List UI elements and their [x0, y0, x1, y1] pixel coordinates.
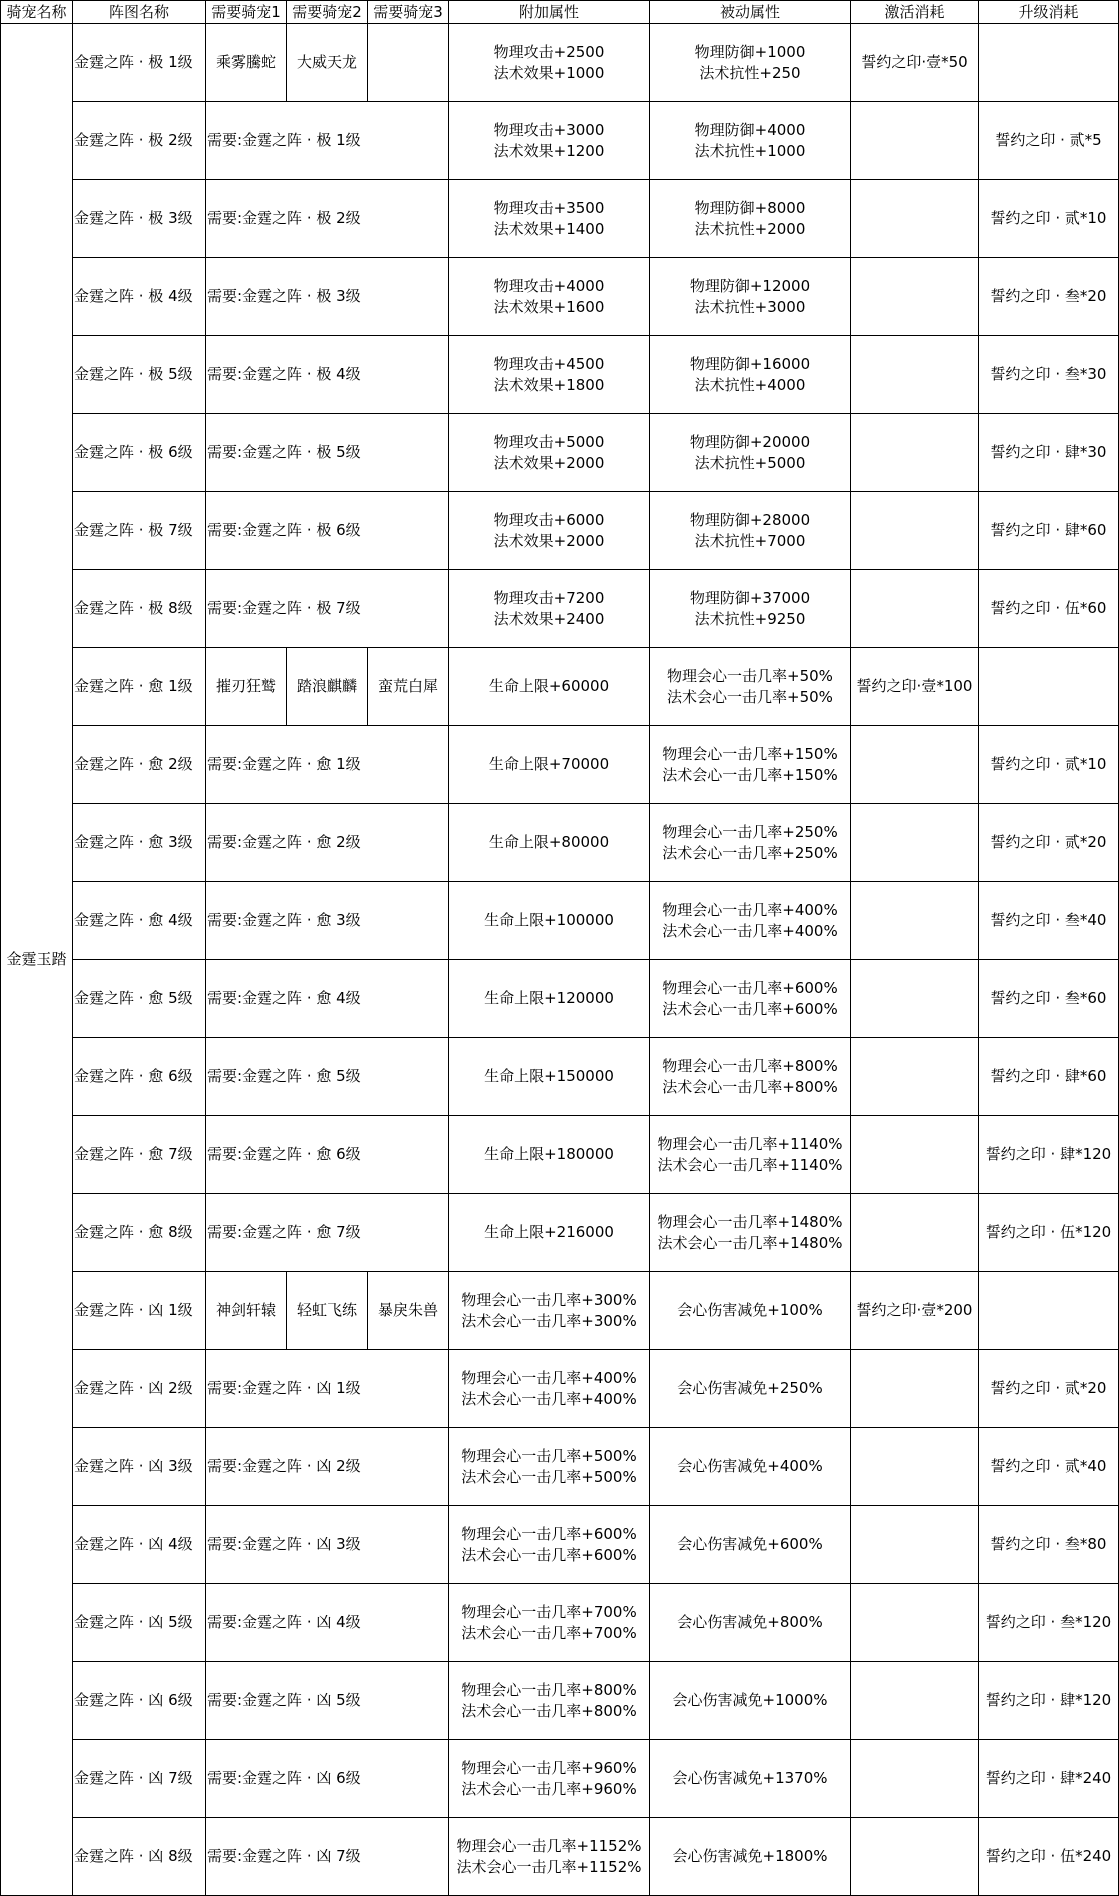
- upgrade-cost: [979, 24, 1119, 102]
- upgrade-cost: 誓约之印 · 肆*240: [979, 1740, 1119, 1818]
- activation-cost: [851, 960, 979, 1038]
- upgrade-cost: 誓约之印 · 伍*120: [979, 1194, 1119, 1272]
- attr-line: 法术会心一击几率+50%: [667, 687, 833, 706]
- formation-name: 金霆之阵 · 极 6级: [73, 414, 206, 492]
- attr-line: 法术会心一击几率+800%: [662, 1077, 838, 1096]
- formation-name: 金霆之阵 · 极 4级: [73, 258, 206, 336]
- attr-line: 物理攻击+3500: [493, 198, 605, 217]
- attr-line: 物理会心一击几率+600%: [662, 978, 838, 997]
- requirement: 需要:金霆之阵 · 凶 4级: [206, 1584, 449, 1662]
- table-row: [1, 1506, 1119, 1584]
- table-row: [1, 1350, 1119, 1428]
- upgrade-cost: 誓约之印 · 贰*10: [979, 180, 1119, 258]
- additional-attributes: [449, 24, 650, 102]
- header-additional-attributes: 附加属性: [449, 1, 650, 24]
- formation-name: 金霆之阵 · 极 3级: [73, 180, 206, 258]
- required-pet-1: 乘雾騰蛇: [206, 24, 287, 102]
- attr-line: 法术会心一击几率+400%: [461, 1389, 637, 1408]
- activation-cost: 誓约之印·壹*50: [851, 24, 979, 102]
- attr-line: 会心伤害减免+1800%: [672, 1847, 828, 1865]
- requirement: 需要:金霆之阵 · 凶 1级: [206, 1350, 449, 1428]
- attr-line: 法术会心一击几率+1480%: [657, 1233, 843, 1252]
- attr-line: 法术会心一击几率+250%: [662, 843, 838, 862]
- table-row: [1, 492, 1119, 570]
- formation-name: 金霆之阵 · 愈 5级: [73, 960, 206, 1038]
- passive-attributes: [650, 24, 851, 102]
- required-pet-2: 轻虹飞练: [287, 1272, 368, 1350]
- additional-attributes: [449, 1272, 650, 1350]
- attr-line: 物理防御+20000: [689, 432, 811, 451]
- activation-cost: 誓约之印·壹*200: [851, 1272, 979, 1350]
- activation-cost: [851, 1506, 979, 1584]
- required-pet-3: 暴戾朱兽: [368, 1272, 449, 1350]
- additional-attributes: [449, 1584, 650, 1662]
- passive-attributes: [650, 1584, 851, 1662]
- table-row: [1, 1584, 1119, 1662]
- activation-cost: [851, 1584, 979, 1662]
- header-mount-name: 骑宠名称: [1, 1, 73, 24]
- table-row: [1, 24, 1119, 102]
- upgrade-cost: 誓约之印 · 肆*120: [979, 1662, 1119, 1740]
- activation-cost: [851, 180, 979, 258]
- attr-line: 会心伤害减免+100%: [677, 1301, 823, 1319]
- required-pet-1: 摧刃狂鹫: [206, 648, 287, 726]
- additional-attributes: [449, 804, 650, 882]
- passive-attributes: [650, 1272, 851, 1350]
- formation-name: 金霆之阵 · 愈 1级: [73, 648, 206, 726]
- table-row: [1, 1194, 1119, 1272]
- attr-line: 物理防御+8000: [694, 198, 806, 217]
- activation-cost: [851, 804, 979, 882]
- formation-name: 金霆之阵 · 凶 7级: [73, 1740, 206, 1818]
- required-pet-2: 大威天龙: [287, 24, 368, 102]
- passive-attributes: [650, 336, 851, 414]
- attr-line: 物理防御+16000: [689, 354, 811, 373]
- table-row: [1, 1116, 1119, 1194]
- table-row: [1, 648, 1119, 726]
- attr-line: 物理会心一击几率+800%: [662, 1056, 838, 1075]
- passive-attributes: [650, 492, 851, 570]
- attr-line: 物理攻击+5000: [493, 432, 605, 451]
- upgrade-cost: [979, 648, 1119, 726]
- attr-line: 法术会心一击几率+300%: [461, 1311, 637, 1330]
- attr-line: 法术抗性+4000: [694, 375, 806, 394]
- requirement: 需要:金霆之阵 · 愈 1级: [206, 726, 449, 804]
- activation-cost: [851, 414, 979, 492]
- passive-attributes: [650, 1740, 851, 1818]
- attr-line: 物理攻击+3000: [493, 120, 605, 139]
- additional-attributes: [449, 1428, 650, 1506]
- formation-name: 金霆之阵 · 愈 6级: [73, 1038, 206, 1116]
- additional-attributes: [449, 648, 650, 726]
- formation-name: 金霆之阵 · 愈 7级: [73, 1116, 206, 1194]
- formation-name: 金霆之阵 · 凶 3级: [73, 1428, 206, 1506]
- requirement: 需要:金霆之阵 · 凶 6级: [206, 1740, 449, 1818]
- passive-attributes: [650, 648, 851, 726]
- requirement: 需要:金霆之阵 · 极 7级: [206, 570, 449, 648]
- table-row: [1, 336, 1119, 414]
- attr-line: 物理会心一击几率+500%: [461, 1446, 637, 1465]
- formation-name: 金霆之阵 · 凶 8级: [73, 1818, 206, 1896]
- header-required-pet-3: 需要骑宠3: [368, 1, 449, 24]
- passive-attributes: [650, 1818, 851, 1896]
- requirement: 需要:金霆之阵 · 凶 7级: [206, 1818, 449, 1896]
- passive-attributes: [650, 1506, 851, 1584]
- requirement: 需要:金霆之阵 · 愈 4级: [206, 960, 449, 1038]
- attr-line: 生命上限+80000: [488, 833, 610, 851]
- attr-line: 物理会心一击几率+960%: [461, 1758, 637, 1777]
- activation-cost: [851, 258, 979, 336]
- attr-line: 物理会心一击几率+700%: [461, 1602, 637, 1621]
- upgrade-cost: 誓约之印 · 叁*20: [979, 258, 1119, 336]
- activation-cost: [851, 570, 979, 648]
- upgrade-cost: 誓约之印 · 贰*40: [979, 1428, 1119, 1506]
- requirement: 需要:金霆之阵 · 凶 3级: [206, 1506, 449, 1584]
- requirement: 需要:金霆之阵 · 愈 7级: [206, 1194, 449, 1272]
- required-pet-2: 踏浪麒麟: [287, 648, 368, 726]
- formation-name: 金霆之阵 · 极 5级: [73, 336, 206, 414]
- passive-attributes: [650, 726, 851, 804]
- activation-cost: [851, 102, 979, 180]
- attr-line: 生命上限+150000: [484, 1067, 614, 1085]
- attr-line: 会心伤害减免+400%: [677, 1457, 823, 1475]
- upgrade-cost: 誓约之印 · 贰*20: [979, 1350, 1119, 1428]
- additional-attributes: [449, 1038, 650, 1116]
- activation-cost: [851, 726, 979, 804]
- upgrade-cost: 誓约之印 · 肆*60: [979, 492, 1119, 570]
- attr-line: 法术效果+2400: [493, 609, 605, 628]
- upgrade-cost: 誓约之印 · 叁*30: [979, 336, 1119, 414]
- upgrade-cost: 誓约之印 · 肆*60: [979, 1038, 1119, 1116]
- passive-attributes: [650, 1038, 851, 1116]
- attr-line: 法术会心一击几率+600%: [662, 999, 838, 1018]
- requirement: 需要:金霆之阵 · 极 6级: [206, 492, 449, 570]
- attr-line: 生命上限+100000: [484, 911, 614, 929]
- attr-line: 物理攻击+7200: [493, 588, 605, 607]
- attr-line: 法术会心一击几率+400%: [662, 921, 838, 940]
- attr-line: 法术会心一击几率+500%: [461, 1467, 637, 1486]
- requirement: 需要:金霆之阵 · 极 4级: [206, 336, 449, 414]
- attr-line: 法术抗性+250: [699, 63, 801, 82]
- requirement: 需要:金霆之阵 · 极 5级: [206, 414, 449, 492]
- table-row: [1, 1272, 1119, 1350]
- attr-line: 会心伤害减免+600%: [677, 1535, 823, 1553]
- attr-line: 物理会心一击几率+400%: [461, 1368, 637, 1387]
- attr-line: 物理防御+28000: [689, 510, 811, 529]
- activation-cost: [851, 492, 979, 570]
- header-row: [1, 1, 1119, 24]
- requirement: 需要:金霆之阵 · 极 1级: [206, 102, 449, 180]
- attr-line: 法术抗性+2000: [694, 219, 806, 238]
- table-row: [1, 180, 1119, 258]
- header-required-pet-1: 需要骑宠1: [206, 1, 287, 24]
- upgrade-cost: 誓约之印 · 贰*10: [979, 726, 1119, 804]
- table-row: [1, 726, 1119, 804]
- activation-cost: [851, 1038, 979, 1116]
- activation-cost: 誓约之印·壹*100: [851, 648, 979, 726]
- upgrade-cost: 誓约之印 · 伍*60: [979, 570, 1119, 648]
- requirement: 需要:金霆之阵 · 愈 6级: [206, 1116, 449, 1194]
- attr-line: 物理攻击+4500: [493, 354, 605, 373]
- upgrade-cost: 誓约之印 · 伍*240: [979, 1818, 1119, 1896]
- attr-line: 会心伤害减免+1000%: [672, 1691, 828, 1709]
- formation-name: 金霆之阵 · 凶 5级: [73, 1584, 206, 1662]
- additional-attributes: [449, 726, 650, 804]
- additional-attributes: [449, 882, 650, 960]
- attr-line: 法术效果+1400: [493, 219, 605, 238]
- table-row: [1, 804, 1119, 882]
- requirement: 需要:金霆之阵 · 愈 5级: [206, 1038, 449, 1116]
- table-row: [1, 1662, 1119, 1740]
- attr-line: 物理会心一击几率+1152%: [456, 1836, 642, 1855]
- upgrade-cost: 誓约之印 · 贰*5: [979, 102, 1119, 180]
- header-required-pet-2: 需要骑宠2: [287, 1, 368, 24]
- attr-line: 法术会心一击几率+1140%: [657, 1155, 843, 1174]
- requirement: 需要:金霆之阵 · 愈 2级: [206, 804, 449, 882]
- requirement: 需要:金霆之阵 · 愈 3级: [206, 882, 449, 960]
- attr-line: 法术效果+1600: [493, 297, 605, 316]
- attr-line: 物理会心一击几率+300%: [461, 1290, 637, 1309]
- attr-line: 法术抗性+3000: [694, 297, 806, 316]
- attr-line: 法术抗性+1000: [694, 141, 806, 160]
- passive-attributes: [650, 1428, 851, 1506]
- attr-line: 法术效果+1200: [493, 141, 605, 160]
- additional-attributes: [449, 1194, 650, 1272]
- formation-name: 金霆之阵 · 凶 6级: [73, 1662, 206, 1740]
- header-passive-attributes: 被动属性: [650, 1, 851, 24]
- table-row: [1, 882, 1119, 960]
- additional-attributes: [449, 1506, 650, 1584]
- required-pet-3: 蛮荒白犀: [368, 648, 449, 726]
- attr-line: 法术会心一击几率+1152%: [456, 1857, 642, 1876]
- table-row: [1, 102, 1119, 180]
- table-row: [1, 960, 1119, 1038]
- passive-attributes: [650, 882, 851, 960]
- attr-line: 法术效果+1000: [493, 63, 605, 82]
- upgrade-cost: 誓约之印 · 叁*120: [979, 1584, 1119, 1662]
- passive-attributes: [650, 570, 851, 648]
- formation-name: 金霆之阵 · 凶 4级: [73, 1506, 206, 1584]
- attr-line: 法术抗性+9250: [694, 609, 806, 628]
- attr-line: 法术效果+1800: [493, 375, 605, 394]
- attr-line: 物理会心一击几率+1140%: [657, 1134, 843, 1153]
- formation-name: 金霆之阵 · 极 7级: [73, 492, 206, 570]
- passive-attributes: [650, 1662, 851, 1740]
- activation-cost: [851, 1116, 979, 1194]
- attr-line: 物理会心一击几率+150%: [662, 744, 838, 763]
- attr-line: 生命上限+180000: [484, 1145, 614, 1163]
- additional-attributes: [449, 258, 650, 336]
- activation-cost: [851, 1350, 979, 1428]
- additional-attributes: [449, 1740, 650, 1818]
- attr-line: 物理攻击+6000: [493, 510, 605, 529]
- formation-name: 金霆之阵 · 愈 2级: [73, 726, 206, 804]
- passive-attributes: [650, 804, 851, 882]
- table-row: [1, 1428, 1119, 1506]
- attr-line: 法术会心一击几率+700%: [461, 1623, 637, 1642]
- table-row: [1, 1818, 1119, 1896]
- activation-cost: [851, 1428, 979, 1506]
- attr-line: 法术效果+2000: [493, 453, 605, 472]
- attr-line: 物理防御+1000: [694, 42, 806, 61]
- activation-cost: [851, 1662, 979, 1740]
- attr-line: 生命上限+216000: [484, 1223, 614, 1241]
- table-row: [1, 414, 1119, 492]
- requirement: 需要:金霆之阵 · 极 3级: [206, 258, 449, 336]
- attr-line: 会心伤害减免+800%: [677, 1613, 823, 1631]
- attr-line: 法术抗性+7000: [694, 531, 806, 550]
- upgrade-cost: [979, 1272, 1119, 1350]
- activation-cost: [851, 1194, 979, 1272]
- passive-attributes: [650, 180, 851, 258]
- requirement: 需要:金霆之阵 · 凶 5级: [206, 1662, 449, 1740]
- passive-attributes: [650, 1116, 851, 1194]
- attr-line: 物理防御+4000: [694, 120, 806, 139]
- attr-line: 物理攻击+4000: [493, 276, 605, 295]
- formation-name: 金霆之阵 · 极 1级: [73, 24, 206, 102]
- upgrade-cost: 誓约之印 · 贰*20: [979, 804, 1119, 882]
- passive-attributes: [650, 102, 851, 180]
- upgrade-cost: 誓约之印 · 叁*40: [979, 882, 1119, 960]
- additional-attributes: [449, 414, 650, 492]
- required-pet-1: 神剑轩辕: [206, 1272, 287, 1350]
- requirement: 需要:金霆之阵 · 极 2级: [206, 180, 449, 258]
- mount-name-cell: 金霆玉踏: [1, 24, 73, 1896]
- formation-name: 金霆之阵 · 极 2级: [73, 102, 206, 180]
- additional-attributes: [449, 492, 650, 570]
- required-pet-3: [368, 24, 449, 102]
- attr-line: 物理会心一击几率+50%: [667, 666, 833, 685]
- attr-line: 会心伤害减免+250%: [677, 1379, 823, 1397]
- attr-line: 法术会心一击几率+960%: [461, 1779, 637, 1798]
- formation-name: 金霆之阵 · 愈 8级: [73, 1194, 206, 1272]
- attr-line: 法术会心一击几率+800%: [461, 1701, 637, 1720]
- attr-line: 法术抗性+5000: [694, 453, 806, 472]
- attr-line: 生命上限+60000: [488, 677, 610, 695]
- passive-attributes: [650, 1194, 851, 1272]
- formation-name: 金霆之阵 · 凶 2级: [73, 1350, 206, 1428]
- attr-line: 物理攻击+2500: [493, 42, 605, 61]
- additional-attributes: [449, 336, 650, 414]
- additional-attributes: [449, 960, 650, 1038]
- attr-line: 生命上限+70000: [488, 755, 610, 773]
- additional-attributes: [449, 570, 650, 648]
- requirement: 需要:金霆之阵 · 凶 2级: [206, 1428, 449, 1506]
- additional-attributes: [449, 102, 650, 180]
- upgrade-cost: 誓约之印 · 叁*80: [979, 1506, 1119, 1584]
- header-upgrade-cost: 升级消耗: [979, 1, 1119, 24]
- attr-line: 生命上限+120000: [484, 989, 614, 1007]
- attr-line: 物理会心一击几率+250%: [662, 822, 838, 841]
- passive-attributes: [650, 258, 851, 336]
- additional-attributes: [449, 1662, 650, 1740]
- formation-name: 金霆之阵 · 凶 1级: [73, 1272, 206, 1350]
- attr-line: 物理防御+37000: [689, 588, 811, 607]
- table-row: [1, 258, 1119, 336]
- upgrade-cost: 誓约之印 · 肆*120: [979, 1116, 1119, 1194]
- formation-name: 金霆之阵 · 极 8级: [73, 570, 206, 648]
- additional-attributes: [449, 1818, 650, 1896]
- header-formation-name: 阵图名称: [73, 1, 206, 24]
- additional-attributes: [449, 1116, 650, 1194]
- attr-line: 物理会心一击几率+800%: [461, 1680, 637, 1699]
- header-activation-cost: 激活消耗: [851, 1, 979, 24]
- attr-line: 法术会心一击几率+150%: [662, 765, 838, 784]
- table-row: [1, 570, 1119, 648]
- attr-line: 法术会心一击几率+600%: [461, 1545, 637, 1564]
- additional-attributes: [449, 1350, 650, 1428]
- activation-cost: [851, 1740, 979, 1818]
- passive-attributes: [650, 1350, 851, 1428]
- upgrade-cost: 誓约之印 · 肆*30: [979, 414, 1119, 492]
- formation-name: 金霆之阵 · 愈 4级: [73, 882, 206, 960]
- upgrade-cost: 誓约之印 · 叁*60: [979, 960, 1119, 1038]
- attr-line: 物理防御+12000: [689, 276, 811, 295]
- attr-line: 物理会心一击几率+600%: [461, 1524, 637, 1543]
- activation-cost: [851, 336, 979, 414]
- table-row: [1, 1038, 1119, 1116]
- attr-line: 物理会心一击几率+400%: [662, 900, 838, 919]
- attr-line: 会心伤害减免+1370%: [672, 1769, 828, 1787]
- passive-attributes: [650, 960, 851, 1038]
- table-row: [1, 1740, 1119, 1818]
- passive-attributes: [650, 414, 851, 492]
- attr-line: 物理会心一击几率+1480%: [657, 1212, 843, 1231]
- activation-cost: [851, 882, 979, 960]
- activation-cost: [851, 1818, 979, 1896]
- formation-name: 金霆之阵 · 愈 3级: [73, 804, 206, 882]
- additional-attributes: [449, 180, 650, 258]
- attr-line: 法术效果+2000: [493, 531, 605, 550]
